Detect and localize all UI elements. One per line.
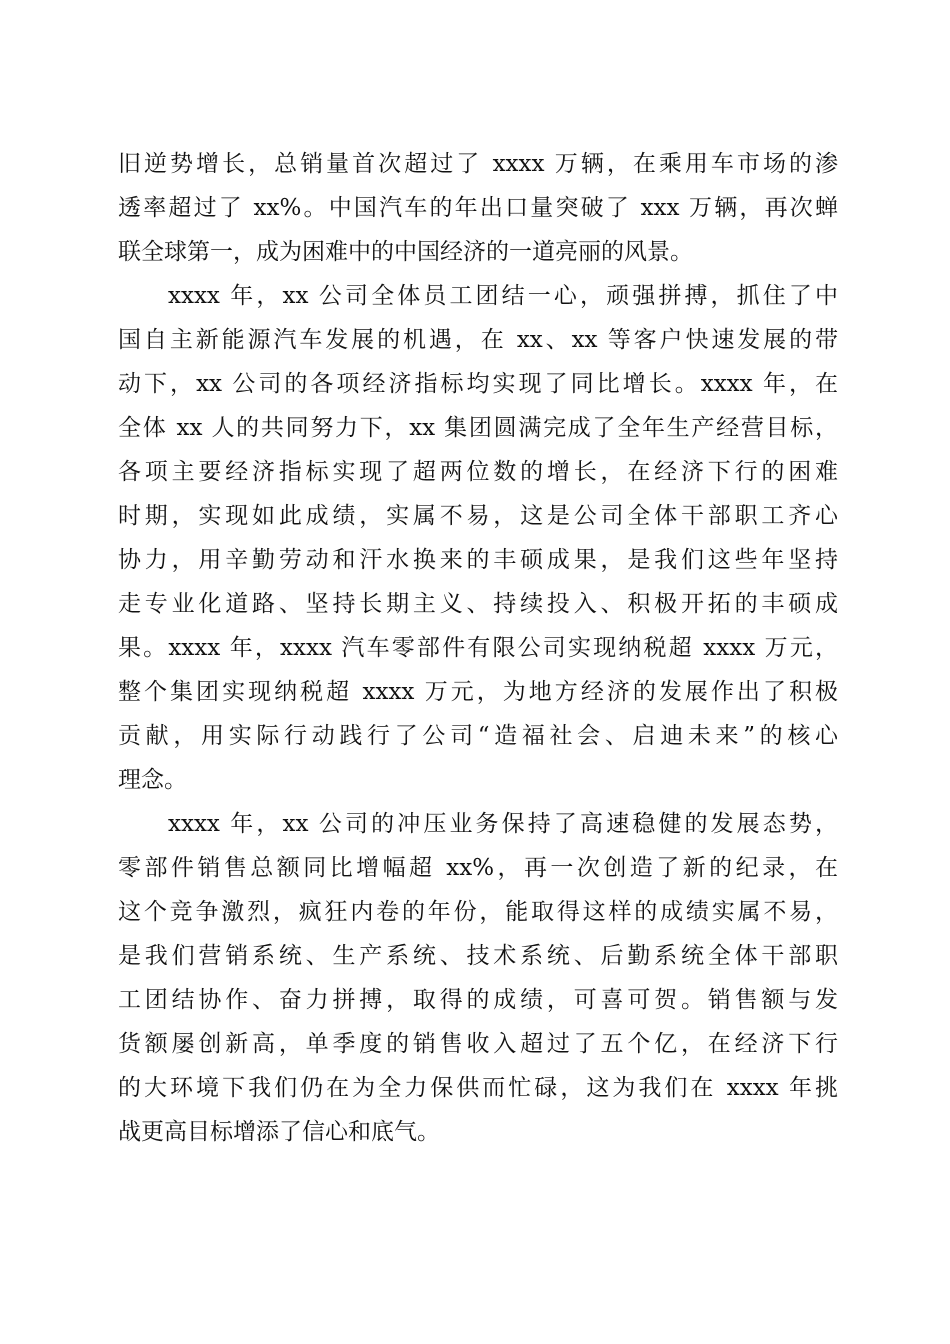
text-line: 走专业化道路、坚持长期主义、持续投入、积极开拓的丰硕成 [118, 591, 838, 617]
text-line: 全体 xx 人的共同努力下，xx 集团圆满完成了全年生产经营目标， [118, 415, 838, 441]
body-text [118, 142, 838, 1154]
text-line: 各项主要经济指标实现了超两位数的增长，在经济下行的困难 [118, 459, 838, 485]
paragraph-3 [118, 802, 838, 1154]
text-line: 零部件销售总额同比增幅超 xx%，再一次创造了新的纪录，在 [118, 855, 838, 881]
paragraph-2 [118, 274, 838, 802]
text-line: 理念。 [118, 767, 187, 793]
text-line: 整个集团实现纳税超 xxxx 万元，为地方经济的发展作出了积极 [118, 679, 838, 705]
paragraph-1 [118, 142, 838, 274]
text-line: 货额屡创新高，单季度的销售收入超过了五个亿，在经济下行 [118, 1031, 838, 1057]
text-line: 战更高目标增添了信心和底气。 [118, 1119, 440, 1145]
text-line: 工团结协作、奋力拼搏，取得的成绩，可喜可贺。销售额与发 [118, 987, 838, 1013]
text-line: 国自主新能源汽车发展的机遇，在 xx、xx 等客户快速发展的带 [118, 327, 838, 353]
text-line: 联全球第一，成为困难中的中国经济的一道亮丽的风景。 [118, 239, 693, 265]
text-line: 旧逆势增长，总销量首次超过了 xxxx 万辆，在乘用车市场的渗 [118, 151, 838, 177]
text-line: 动下，xx 公司的各项经济指标均实现了同比增长。xxxx 年，在 [118, 371, 838, 397]
text-line: 这个竞争激烈，疯狂内卷的年份，能取得这样的成绩实属不易， [118, 899, 838, 925]
text-line: 果。xxxx 年，xxxx 汽车零部件有限公司实现纳税超 xxxx 万元， [118, 635, 838, 661]
text-line: xxxx 年，xx 公司的冲压业务保持了高速稳健的发展态势， [168, 811, 838, 837]
text-line: 贡献，用实际行动践行了公司“造福社会、启迪未来”的核心 [118, 723, 838, 749]
text-line: 协力，用辛勤劳动和汗水换来的丰硕成果，是我们这些年坚持 [118, 547, 838, 573]
text-line: xxxx 年，xx 公司全体员工团结一心，顽强拼搏，抓住了中 [168, 283, 838, 309]
text-line: 的大环境下我们仍在为全力保供而忙碌，这为我们在 xxxx 年挑 [118, 1075, 838, 1101]
text-line: 时期，实现如此成绩，实属不易，这是公司全体干部职工齐心 [118, 503, 838, 529]
text-line: 透率超过了 xx%。中国汽车的年出口量突破了 xxx 万辆，再次蝉 [118, 195, 838, 221]
text-line: 是我们营销系统、生产系统、技术系统、后勤系统全体干部职 [118, 943, 838, 969]
